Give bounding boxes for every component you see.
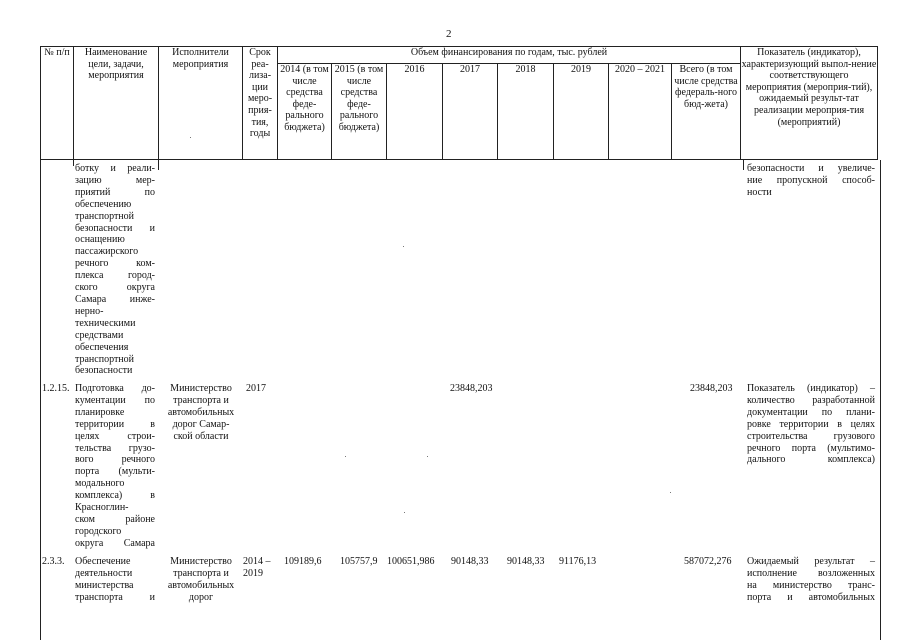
line: ском районе xyxy=(75,513,155,525)
row-2-value-2019: 91176,13 xyxy=(559,556,597,567)
row-2-value-total: 587072,276 xyxy=(684,556,732,567)
row-2-value-2016: 100651,986 xyxy=(387,556,435,567)
header-year-2015: 2015 (в том числе средства феде-рального бюджета) xyxy=(332,64,387,160)
line: транспорта и xyxy=(173,567,229,579)
row-1-executor xyxy=(160,383,242,443)
continuation-indicator xyxy=(747,163,875,199)
line: исполнение возложенных xyxy=(747,567,875,579)
line: нерно- xyxy=(75,305,104,317)
row-1-name xyxy=(75,383,155,550)
row-2-value-2014: 109189,6 xyxy=(284,556,322,567)
header-num: № п/п xyxy=(41,47,74,160)
line: техническими xyxy=(75,317,136,329)
line: приятий по xyxy=(75,186,155,198)
line: речного ком- xyxy=(75,258,155,270)
line: ского округа xyxy=(75,282,155,294)
row-1-term: 2017 xyxy=(246,383,266,394)
line: тельства грузо- xyxy=(75,442,155,454)
scan-speck xyxy=(345,456,346,457)
line: количество разработанной xyxy=(747,394,875,406)
line: безопасности и увеличе- xyxy=(747,163,875,174)
line: округа Самара xyxy=(75,537,155,549)
line: городского xyxy=(75,525,122,537)
line: пассажирского xyxy=(75,246,139,258)
line: безопасности xyxy=(75,365,133,377)
line: транспорта и xyxy=(75,591,155,603)
line: Самара инже- xyxy=(75,293,155,305)
header-year-2017: 2017 xyxy=(443,64,498,160)
line: строительства грузового xyxy=(747,430,875,442)
page-number: 2 xyxy=(446,28,452,40)
line: ской области xyxy=(173,430,229,442)
line: дорог xyxy=(188,591,214,603)
header-name: Наименование цели, задачи, мероприятия xyxy=(74,47,159,160)
scan-speck xyxy=(403,246,404,247)
header-year-2014: 2014 (в том числе средства феде-рального бюджета) xyxy=(278,64,332,160)
scan-speck xyxy=(190,137,191,138)
row-2-num: 2.3.3. xyxy=(42,556,65,567)
line: ровке территории в целях xyxy=(747,418,875,430)
line: автомобильных xyxy=(167,579,235,591)
header-year-2018: 2018 xyxy=(498,64,554,160)
body-border-left xyxy=(40,160,41,640)
row-1-indicator xyxy=(747,383,875,466)
line: обеспечению xyxy=(75,198,132,210)
line: модального xyxy=(75,478,125,490)
line: Министерство xyxy=(170,383,232,394)
row-2-value-2018: 90148,33 xyxy=(507,556,545,567)
row-1-value-total: 23848,203 xyxy=(690,383,733,394)
scan-speck xyxy=(670,492,671,493)
body-border-name-exec xyxy=(158,160,159,170)
header-executors: Исполнители мероприятия xyxy=(159,47,243,160)
line: планировке xyxy=(75,406,125,418)
line: порта и автомобильных xyxy=(747,591,875,603)
line: Красноглин- xyxy=(75,502,129,514)
line: целях строи- xyxy=(75,430,155,442)
line: ние пропускной способ- xyxy=(747,174,875,186)
line: кументации по xyxy=(75,394,155,406)
line: оснащению xyxy=(75,234,125,246)
row-1-num: 1.2.15. xyxy=(42,383,70,394)
body-border-num-name xyxy=(73,160,74,166)
line: речного порта (мультимо- xyxy=(747,442,875,454)
header-year-2020-2021: 2020 – 2021 xyxy=(609,64,672,160)
body-border-total-indicator xyxy=(743,160,744,170)
line: автомобильных xyxy=(167,406,235,418)
row-2-executor xyxy=(160,556,242,604)
line: транспортной xyxy=(75,210,135,222)
line: ботку и реали- xyxy=(75,163,155,174)
line: зацию мер- xyxy=(75,174,155,186)
row-2-term: 2014 – 2019 xyxy=(243,556,271,579)
line: дорог Самар- xyxy=(172,418,230,430)
line: комплекса) в xyxy=(75,490,155,502)
line: на министерство транс- xyxy=(747,579,875,591)
line: транспорта и xyxy=(173,394,229,406)
line: ности xyxy=(747,186,772,198)
line: деятельности xyxy=(75,567,133,579)
scan-speck xyxy=(427,456,428,457)
line: порта (мульти- xyxy=(75,466,155,478)
header-term: Срок реа-лиза-ции меро-прия-тия, годы xyxy=(243,47,278,160)
line: Показатель (индикатор) – xyxy=(747,383,875,394)
line: средствами xyxy=(75,329,124,341)
row-2-value-2017: 90148,33 xyxy=(451,556,489,567)
line: министерства xyxy=(75,579,134,591)
line: документации по плани- xyxy=(747,406,875,418)
line: вого речного xyxy=(75,454,155,466)
header-indicator: Показатель (индикатор), характеризующий выпол-нение соответствующего мероприятия (мероприя-тий), ожидаемый результ-тат реализации мероприя-тия (мероприятий) xyxy=(741,47,878,160)
line: плекса город- xyxy=(75,270,155,282)
table-header xyxy=(40,46,878,160)
scan-speck xyxy=(404,512,405,513)
continuation-name xyxy=(75,163,155,377)
row-2-value-2015: 105757,9 xyxy=(340,556,378,567)
line: территории в xyxy=(75,418,155,430)
line: Обеспечение xyxy=(75,556,131,567)
line: безопасности и xyxy=(75,222,155,234)
line: транспортной xyxy=(75,353,135,365)
header-total: Всего (в том числе средства федераль-ного бюд-жета) xyxy=(672,64,741,160)
row-1-value-2017: 23848,203 xyxy=(450,383,493,394)
line: Подготовка до- xyxy=(75,383,155,394)
row-2-indicator xyxy=(747,556,875,604)
header-year-2016: 2016 xyxy=(387,64,443,160)
line: дального комплекса) xyxy=(747,454,875,466)
row-2-name xyxy=(75,556,155,604)
line: Министерство xyxy=(170,556,232,567)
header-year-2019: 2019 xyxy=(554,64,609,160)
header-funding-title: Объем финансирования по годам, тыс. рублей xyxy=(278,47,741,64)
body-border-right xyxy=(880,160,881,640)
line: Ожидаемый результат – xyxy=(747,556,875,567)
line: обеспечения xyxy=(75,341,129,353)
